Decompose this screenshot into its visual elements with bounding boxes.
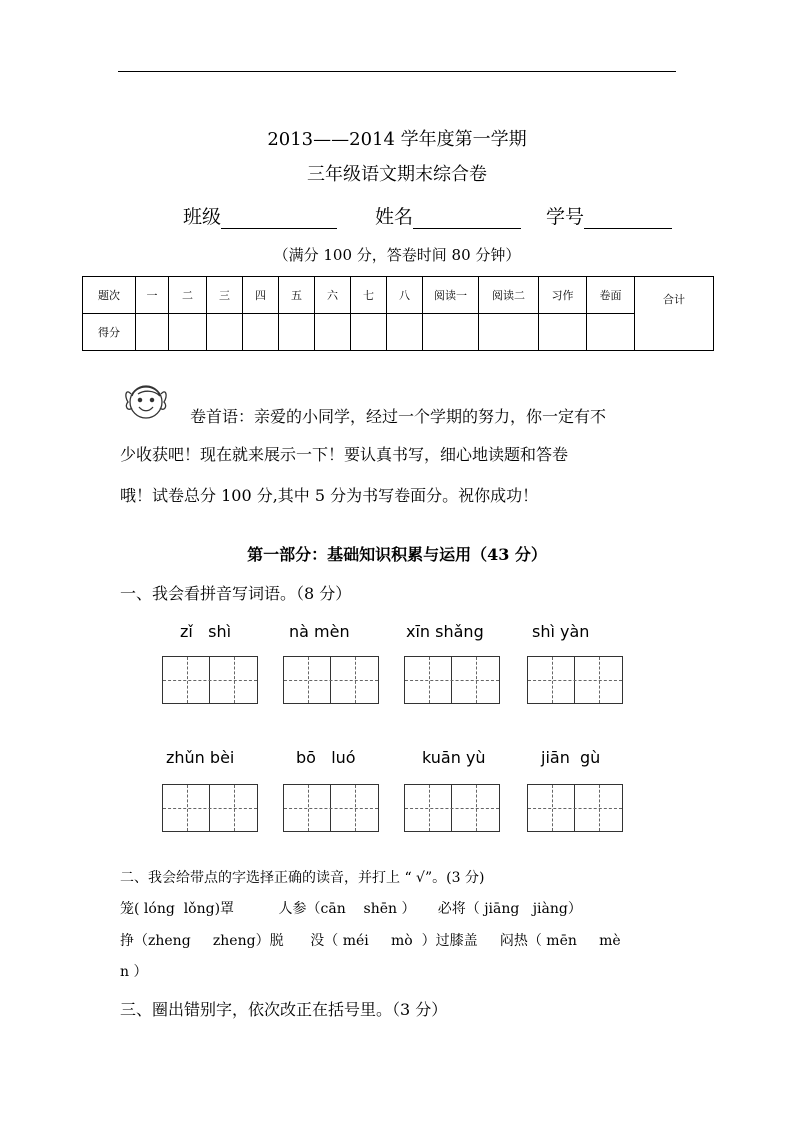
writing-grid[interactable] xyxy=(404,784,500,832)
score-header-cell: 一 xyxy=(136,277,169,314)
score-input-cell[interactable] xyxy=(479,314,539,351)
score-table-score-row xyxy=(83,314,714,351)
writing-grid[interactable] xyxy=(162,656,258,704)
writing-grid[interactable] xyxy=(527,656,623,704)
score-header-cell: 题次 xyxy=(83,277,136,314)
score-input-cell[interactable] xyxy=(315,314,351,351)
score-header-cell: 习作 xyxy=(539,277,587,314)
score-row-label: 得分 xyxy=(83,314,136,351)
pinyin-label: shì yàn xyxy=(532,622,590,641)
score-header-cell: 卷面 xyxy=(587,277,635,314)
pinyin-label: bō luó xyxy=(296,748,356,767)
class-label: 班级 xyxy=(183,206,222,228)
writing-grid[interactable] xyxy=(162,784,258,832)
pinyin-label: kuān yù xyxy=(422,748,486,767)
score-input-cell[interactable] xyxy=(423,314,479,351)
score-input-cell[interactable] xyxy=(169,314,207,351)
exam-year-title: 2013——2014 学年度第一学期 xyxy=(267,129,527,150)
score-table-header-row xyxy=(83,277,714,314)
id-label: 学号 xyxy=(546,206,585,228)
q2-title: 二、我会给带点的字选择正确的读音，并打上 “ √”。(3 分) xyxy=(120,870,485,886)
class-field[interactable] xyxy=(183,202,337,229)
pinyin-label: zhǔn bèi xyxy=(166,748,235,767)
score-input-cell[interactable] xyxy=(387,314,423,351)
exam-subject-title: 三年级语文期末综合卷 xyxy=(307,164,487,185)
top-rule xyxy=(118,71,676,72)
intro-line-2: 少收获吧！现在就来展示一下！要认真书写，细心地读题和答卷 xyxy=(120,445,569,464)
score-input-cell[interactable] xyxy=(587,314,635,351)
score-header-cell: 七 xyxy=(351,277,387,314)
score-input-cell[interactable] xyxy=(207,314,243,351)
id-blank[interactable] xyxy=(584,210,672,229)
name-field[interactable] xyxy=(375,202,521,229)
intro-line-1: 卷首语：亲爱的小同学，经过一个学期的努力，你一定有不 xyxy=(190,407,607,426)
score-total-cell: 合计 xyxy=(635,277,714,351)
q2-line-3: n ） xyxy=(120,964,148,980)
pinyin-label: xīn shǎng xyxy=(406,622,484,641)
writing-grid[interactable] xyxy=(404,656,500,704)
part1-title: 第一部分：基础知识积累与运用（43 分） xyxy=(247,545,547,564)
score-header-cell: 八 xyxy=(387,277,423,314)
score-header-cell: 六 xyxy=(315,277,351,314)
pinyin-label: zǐ shì xyxy=(180,622,232,641)
pinyin-label: nà mèn xyxy=(289,622,350,641)
score-input-cell[interactable] xyxy=(351,314,387,351)
score-header-cell: 阅读一 xyxy=(423,277,479,314)
q1-title: 一、我会看拼音写词语。（8 分） xyxy=(120,584,352,603)
pinyin-label: jiān gù xyxy=(541,748,601,767)
student-id-field[interactable] xyxy=(546,202,672,229)
intro-line-3: 哦！试卷总分 100 分,其中 5 分为书写卷面分。祝你成功！ xyxy=(120,486,539,505)
q3-title: 三、圈出错别字，依次改正在括号里。（3 分） xyxy=(120,1000,448,1019)
score-input-cell[interactable] xyxy=(136,314,169,351)
score-header-cell: 四 xyxy=(243,277,279,314)
full-score-note: （满分 100 分，答卷时间 80 分钟） xyxy=(273,246,521,264)
name-blank[interactable] xyxy=(413,210,521,229)
score-header-cell: 二 xyxy=(169,277,207,314)
class-blank[interactable] xyxy=(221,210,337,229)
score-header-cell: 三 xyxy=(207,277,243,314)
score-input-cell[interactable] xyxy=(279,314,315,351)
score-table xyxy=(82,276,714,351)
name-label: 姓名 xyxy=(375,206,414,228)
writing-grid[interactable] xyxy=(527,784,623,832)
writing-grid[interactable] xyxy=(283,656,379,704)
q2-line-2: 挣（zheng zheng）脱 没（ méi mò ）过膝盖 闷热（ mēn mè xyxy=(120,933,621,949)
score-header-cell: 五 xyxy=(279,277,315,314)
score-input-cell[interactable] xyxy=(243,314,279,351)
score-input-cell[interactable] xyxy=(539,314,587,351)
q2-line-1: 笼( lóng lǒng)罩 人参（cān shēn ） 必将（ jiāng jiàng） xyxy=(120,901,582,917)
score-header-cell: 阅读二 xyxy=(479,277,539,314)
writing-grid[interactable] xyxy=(283,784,379,832)
